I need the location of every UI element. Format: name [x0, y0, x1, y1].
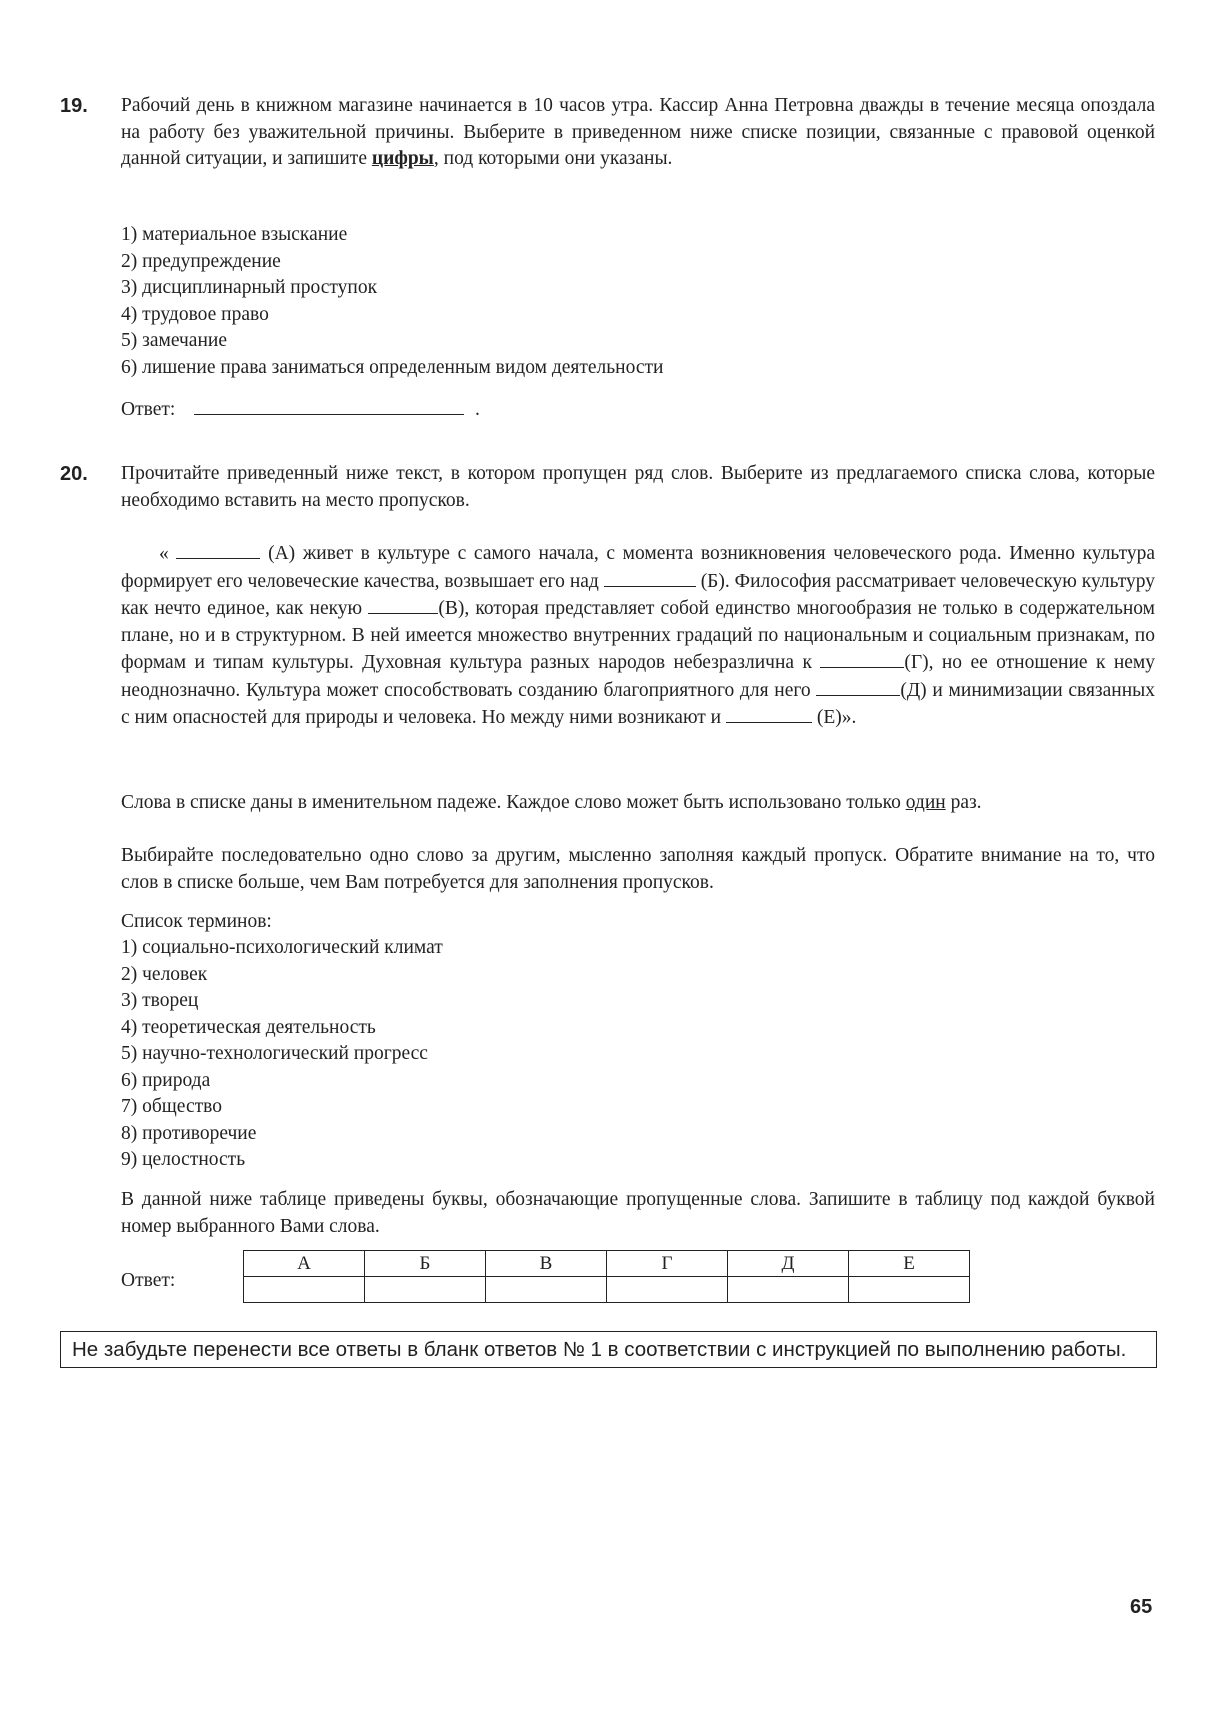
answer-cell-v[interactable] — [486, 1277, 607, 1303]
q20-terms — [121, 935, 1155, 1174]
term-item: 1) социально-психологический климат — [121, 937, 443, 958]
blank-v — [368, 595, 438, 614]
q19-answer-label: Ответ: — [121, 399, 176, 420]
q20-table-instruction: В данной ниже таблице приведены буквы, обозначающие пропущенные слова. Запишите в таблицу под каждой буквой номер выбранного Вами слова. — [121, 1189, 1155, 1237]
q20-answer-table — [243, 1250, 970, 1303]
q19-answer-field[interactable] — [194, 396, 464, 415]
q19-text — [121, 93, 1155, 173]
instr1-after: раз. — [945, 792, 982, 813]
q19-number: 19. — [60, 95, 88, 117]
blank-g — [820, 649, 904, 668]
page-number: 65 — [1130, 1596, 1153, 1618]
letter-cell-v: В — [486, 1251, 607, 1277]
q20-number: 20. — [60, 463, 88, 485]
term-item: 7) общество — [121, 1096, 222, 1117]
answers-row — [244, 1277, 970, 1303]
q19-option: 6) лишение права заниматься определенным видом деятельности — [121, 356, 664, 378]
q19-option: 2) предупреждение — [121, 250, 281, 272]
letter-cell-d: Д — [728, 1251, 849, 1277]
q19-options — [121, 222, 1155, 381]
term-item: 6) природа — [121, 1069, 211, 1091]
letter-cell-g: Г — [607, 1251, 728, 1277]
q20-instruction-1 — [121, 790, 1155, 817]
q19-option: 3) дисциплинарный проступок — [121, 277, 378, 298]
q20-passage — [121, 540, 1155, 732]
term-item: 2) человек — [121, 963, 208, 985]
q19-text-after: , под которыми они указаны. — [433, 148, 673, 169]
answer-cell-g[interactable] — [607, 1277, 728, 1303]
term-item: 3) творец — [121, 990, 199, 1011]
q19-answer-end: . — [475, 399, 480, 420]
instr1-emph: один — [905, 792, 946, 813]
q20-intro: Прочитайте приведенный ниже текст, в котором пропущен ряд слов. Выберите из предлагаемого списка слова, которые необходимо вставить на место пропусков. — [121, 463, 1155, 511]
letters-row — [244, 1251, 970, 1277]
blank-b — [604, 568, 696, 587]
passage-part-2: (Б). Философия рассматривает человеческую культуру как нечто единое, как некую — [121, 570, 1156, 619]
term-item: 8) противоречие — [121, 1122, 257, 1144]
letter-cell-e: Е — [849, 1251, 970, 1277]
passage-part-4: (Г), но ее отношение к нему неоднозначно. Культура может способствовать созданию благоприятного для него — [121, 652, 1155, 701]
q20-instruction-2: Выбирайте последовательно одно слово за другим, мысленно заполняя каждый пропуск. Обратите внимание на то, что слов в списке больше, чем Вам потребуется для заполнения пропусков. — [121, 845, 1155, 893]
instr1-before: Слова в списке даны в именительном падеже. Каждое слово может быть использовано только — [121, 792, 906, 813]
blank-a — [176, 540, 260, 559]
q19-option: 4) трудовое право — [121, 303, 269, 325]
q19-option: 5) замечание — [121, 330, 227, 351]
q19-text-before: Рабочий день в книжном магазине начинается в 10 часов утра. Кассир Анна Петровна дважды в течение месяца опоздала на работу без уважительной причины. Выберите в приведенном ниже списке позиции, связанные с правовой оценкой данной ситуации, и запишите — [121, 95, 1155, 169]
answer-cell-e[interactable] — [849, 1277, 970, 1303]
term-item: 5) научно-технологический прогресс — [121, 1043, 428, 1064]
passage-part-1: (А) живет в культуре с самого начала, с момента возникновения человеческого рода. Именно культура формирует его человеческие качества, возвышает его над — [121, 543, 1156, 592]
passage-open-quote: « — [159, 543, 169, 564]
letter-cell-a: А — [244, 1251, 365, 1277]
q20-terms-title: Список терминов: — [121, 911, 272, 932]
answer-cell-b[interactable] — [365, 1277, 486, 1303]
q19-text-emph: цифры — [371, 148, 434, 169]
passage-part-5: (Д) и минимизации связанных с ним опасностей для природы и человека. Но между ними возникают и — [121, 679, 1156, 728]
term-item: 9) целостность — [121, 1149, 246, 1170]
transfer-notice: Не забудьте перенести все ответы в бланк ответов № 1 в соответствии с инструкцией по выполнению работы. — [60, 1331, 1157, 1368]
answer-cell-d[interactable] — [728, 1277, 849, 1303]
q19-answer-row — [121, 396, 480, 424]
q20-answer-label: Ответ: — [121, 1270, 176, 1291]
answer-cell-a[interactable] — [244, 1277, 365, 1303]
term-item: 4) теоретическая деятельность — [121, 1016, 376, 1038]
letter-cell-b: Б — [365, 1251, 486, 1277]
passage-part-3: (В), которая представляет собой единство многообразия не только в содержательном плане, но и в структурном. В ней имеется множество внутренних градаций по национальным и социальным признакам, по формам и типам культуры. Духовная культура разных народов небезразлична к — [121, 598, 1156, 673]
passage-part-6: (Е)». — [816, 707, 857, 728]
blank-e — [726, 704, 812, 723]
blank-d — [816, 677, 900, 696]
q19-option: 1) материальное взыскание — [121, 224, 348, 245]
